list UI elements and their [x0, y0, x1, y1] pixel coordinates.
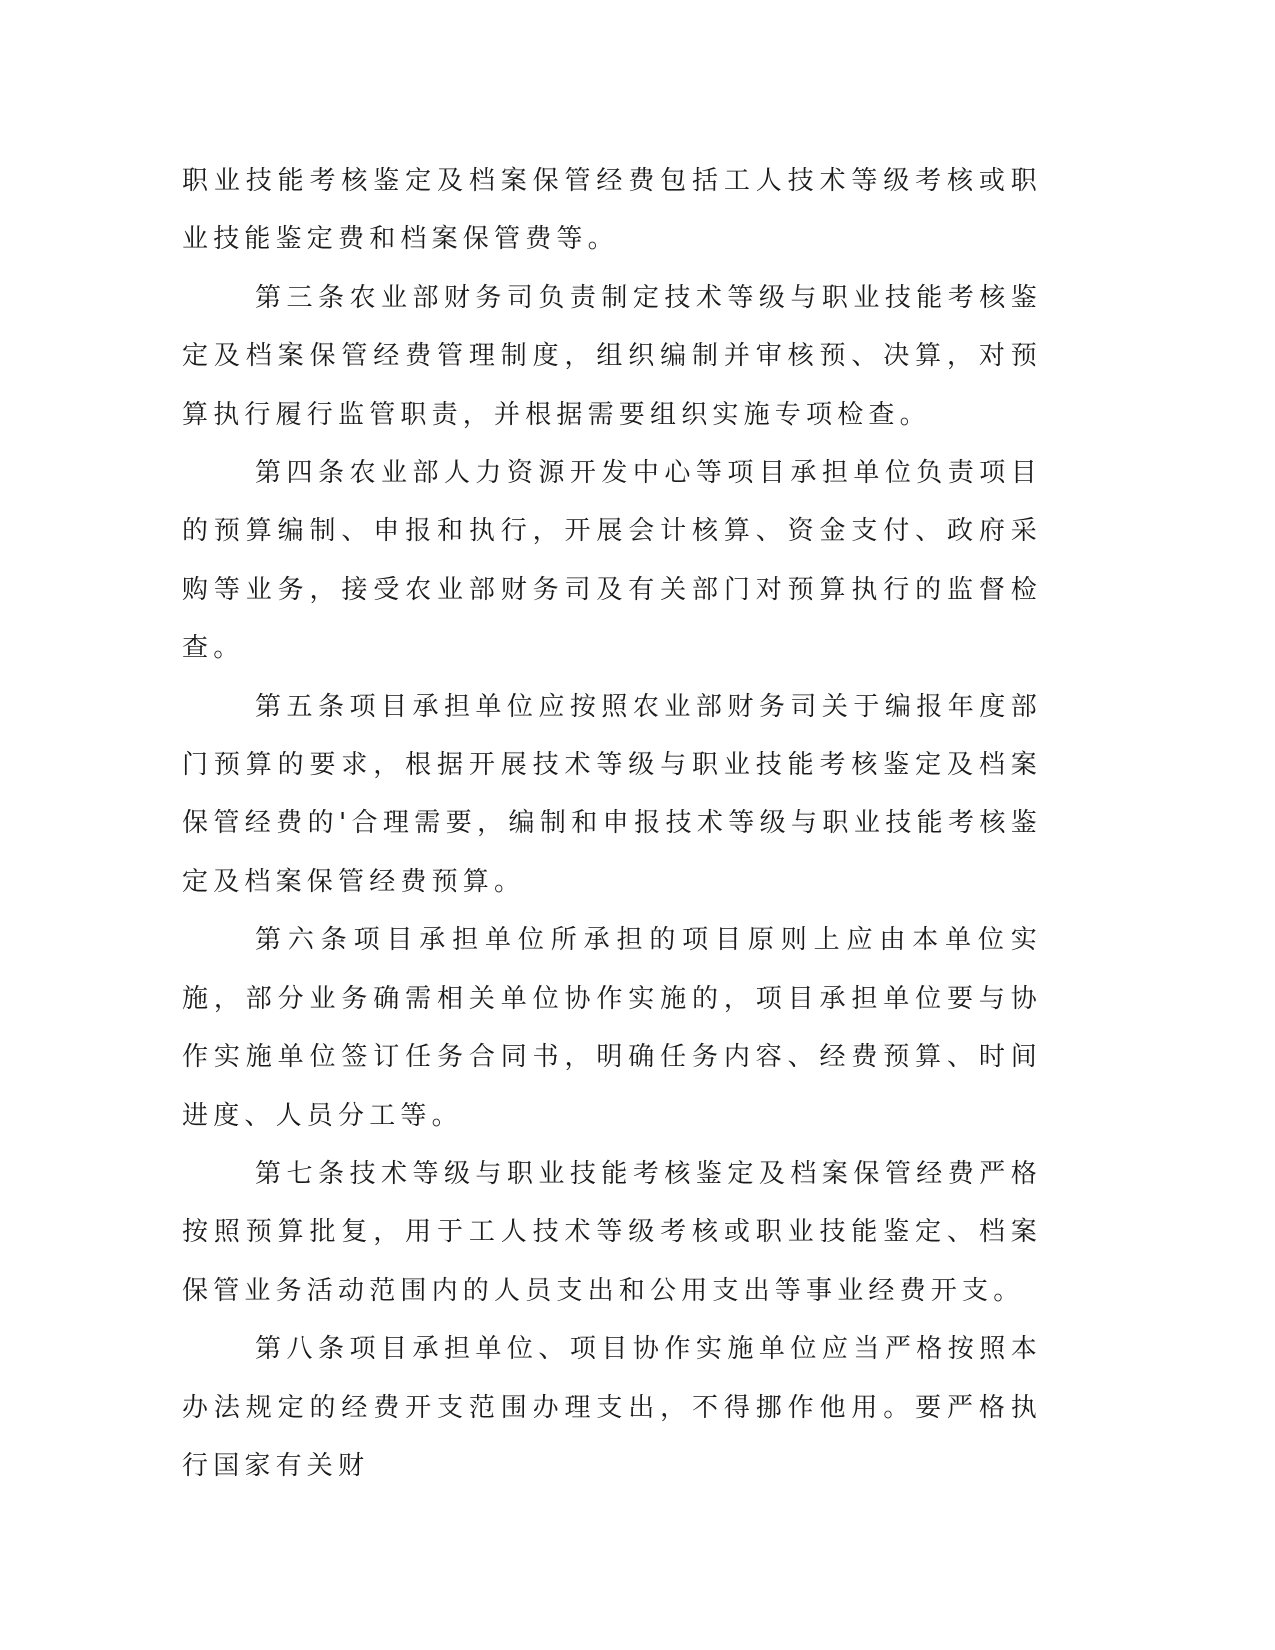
paragraph-article-4: 第四条农业部人力资源开发中心等项目承担单位负责项目的预算编制、申报和执行，开展会计核算、资金支付、政府采购等业务，接受农业部财务司及有关部门对预算执行的监督检查。: [182, 458, 1042, 664]
paragraph-article-6: 第六条项目承担单位所承担的项目原则上应由本单位实施，部分业务确需相关单位协作实施的，项目承担单位要与协作实施单位签订任务合同书，明确任务内容、经费预算、时间进度、人员分工等。: [182, 925, 1042, 1131]
document-body: [182, 152, 1042, 1495]
paragraph-article-7: 第七条技术等级与职业技能考核鉴定及档案保管经费严格按照预算批复，用于工人技术等级考核或职业技能鉴定、档案保管业务活动范围内的人员支出和公用支出等事业经费开支。: [182, 1158, 1042, 1306]
paragraph-article-5: 第五条项目承担单位应按照农业部财务司关于编报年度部门预算的要求，根据开展技术等级与职业技能考核鉴定及档案保管经费的'合理需要，编制和申报技术等级与职业技能考核鉴定及档案保管经费预算。: [182, 691, 1042, 897]
paragraph-article-8: 第八条项目承担单位、项目协作实施单位应当严格按照本办法规定的经费开支范围办理支出，不得挪作他用。要严格执行国家有关财: [182, 1334, 1042, 1481]
paragraph-article-3: 第三条农业部财务司负责制定技术等级与职业技能考核鉴定及档案保管经费管理制度，组织编制并审核预、决算，对预算执行履行监管职责，并根据需要组织实施专项检查。: [182, 282, 1042, 430]
paragraph-continuation: 职业技能考核鉴定及档案保管经费包括工人技术等级考核或职业技能鉴定费和档案保管费等。: [182, 166, 1042, 255]
